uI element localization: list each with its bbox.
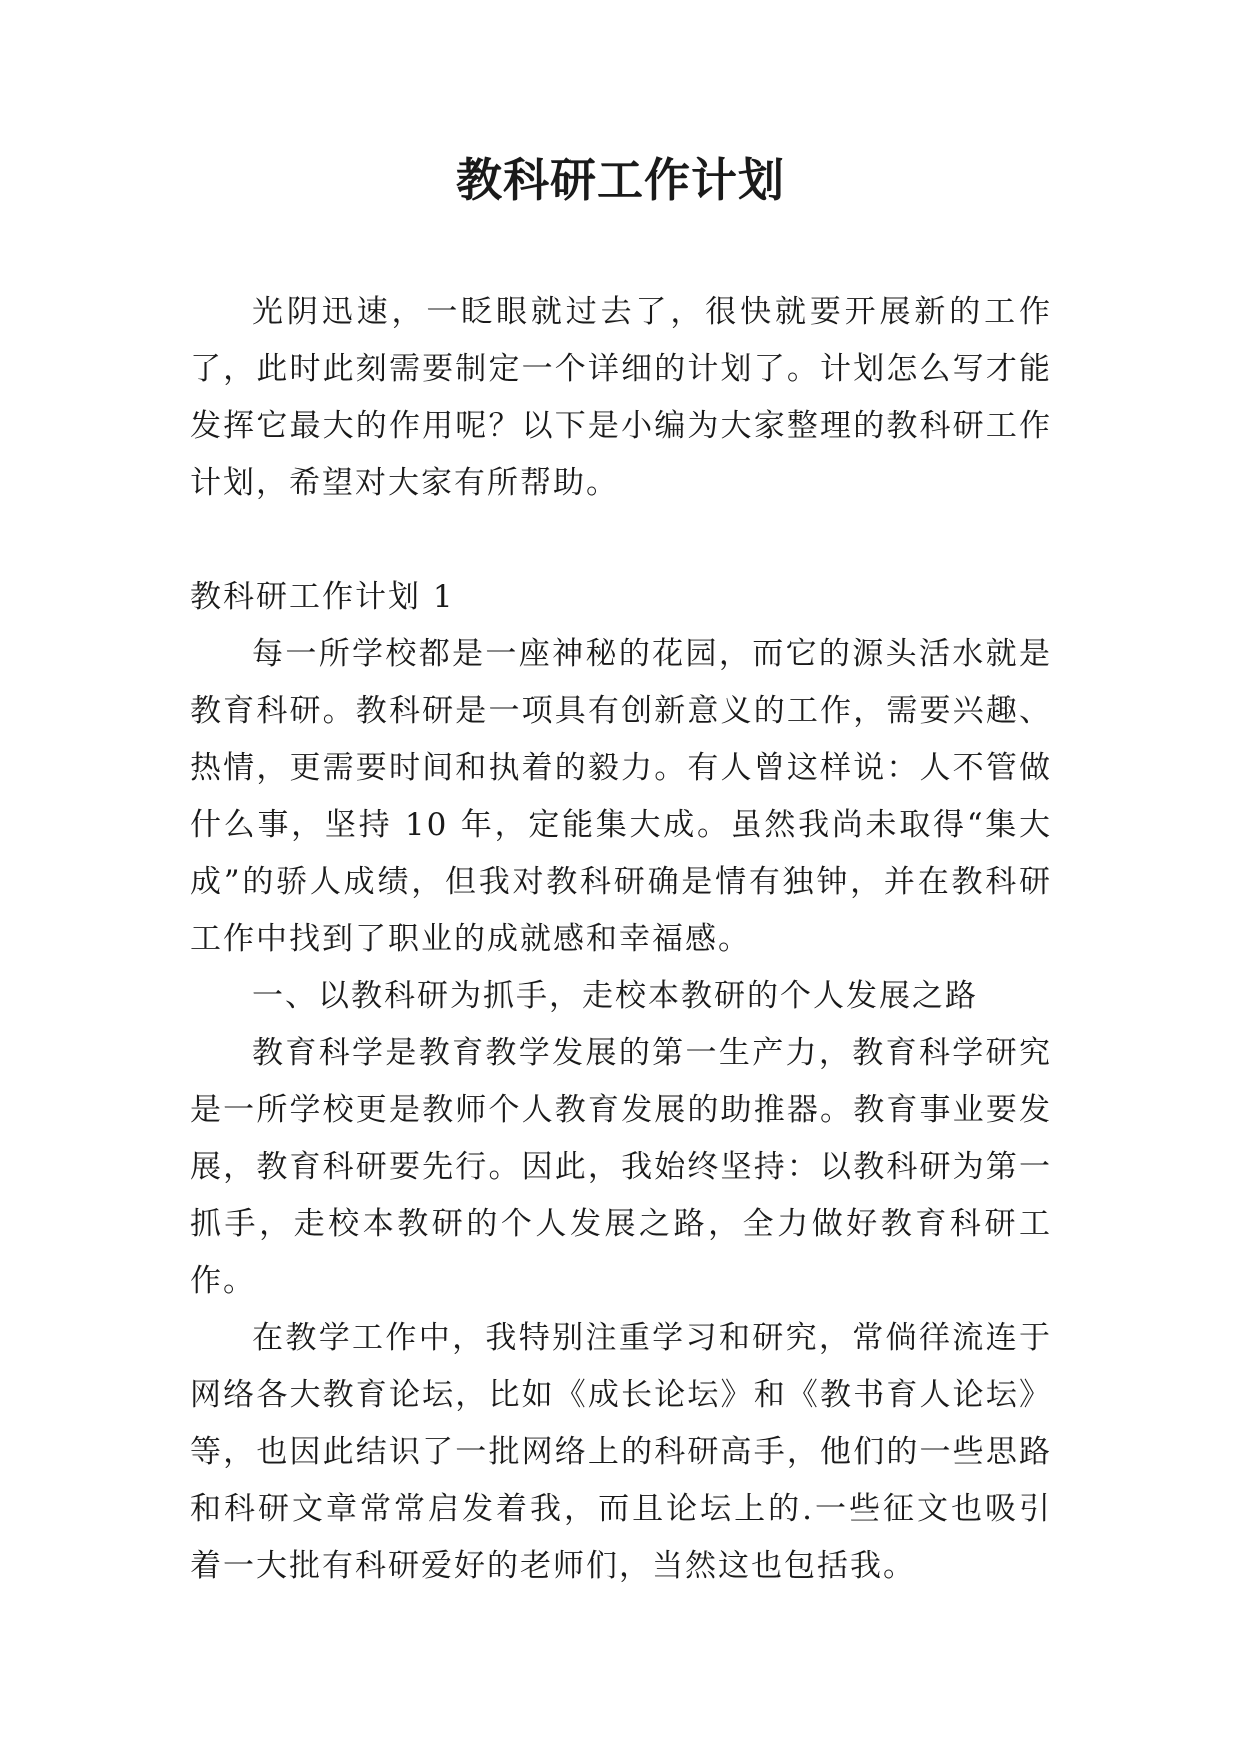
document-body: [190, 284, 1052, 1595]
body-paragraph: 每一所学校都是一座神秘的花园，而它的源头活水就是教育科研。教科研是一项具有创新意义的工作，需要兴趣、热情，更需要时间和执着的毅力。有人曾这样说：人不管做什么事，坚持 10 年，定能集大成。虽然我尚未取得“集大成”的骄人成绩，但我对教科研确是情有独钟，并在教科研工作中找到了职业的成就感和幸福感。: [190, 636, 1052, 957]
section-heading: 教科研工作计划 1: [190, 579, 455, 615]
body-paragraph: 教育科学是教育教学发展的第一生产力，教育科学研究是一所学校更是教师个人教育发展的助推器。教育事业要发展，教育科研要先行。因此，我始终坚持：以教科研为第一抓手，走校本教研的个人发展之路，全力做好教育科研工作。: [190, 1035, 1052, 1299]
page-title: 教科研工作计划: [456, 153, 785, 207]
intro-paragraph: 光阴迅速，一眨眼就过去了，很快就要开展新的工作了，此时此刻需要制定一个详细的计划了。计划怎么写才能发挥它最大的作用呢？以下是小编为大家整理的教科研工作计划，希望对大家有所帮助。: [190, 294, 1052, 501]
paragraph-spacer: [190, 512, 1052, 569]
subheading-paragraph: 一、以教科研为抓手，走校本教研的个人发展之路: [252, 978, 978, 1014]
body-paragraph: 在教学工作中，我特别注重学习和研究，常倘徉流连于网络各大教育论坛，比如《成长论坛》和《教书育人论坛》等，也因此结识了一批网络上的科研高手，他们的一些思路和科研文章常常启发着我，而且论坛上的.一些征文也吸引着一大批有科研爱好的老师们，当然这也包括我。: [190, 1320, 1052, 1584]
